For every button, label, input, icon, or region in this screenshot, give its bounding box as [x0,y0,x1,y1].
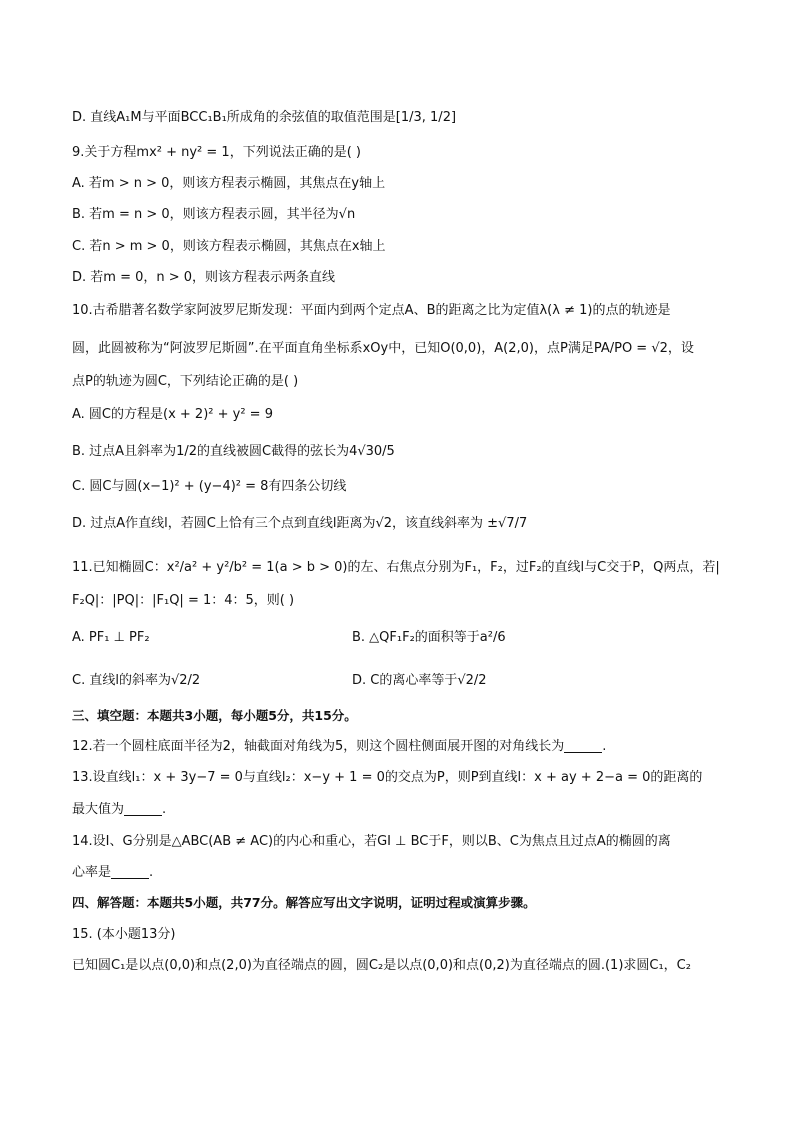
q11-option-b: B. △QF₁F₂的面积等于a²/6 [352,630,506,645]
q10-stem-line1: 10.古希腊著名数学家阿波罗尼斯发现：平面内到两个定点A、B的距离之比为定值λ(λ ≠ 1)的点的轨迹是 [72,303,671,318]
q10-option-d: D. 过点A作直线l，若圆C上恰有三个点到直线l距离为√2，该直线斜率为 ±√7/7 [72,516,528,531]
q9-option-d: D. 若m = 0，n > 0，则该方程表示两条直线 [72,270,336,285]
q10-stem-line3: 点P的轨迹为圆C，下列结论正确的是( ) [72,374,299,389]
q11-stem-line1: 11.已知椭圆C：x²/a² + y²/b² = 1(a > b > 0)的左、右焦点分别为F₁，F₂，过F₂的直线l与C交于P，Q两点，若| [72,560,720,575]
q9-stem: 9.关于方程mx² + ny² = 1，下列说法正确的是( ) [72,145,361,160]
q10-option-b: B. 过点A且斜率为1/2的直线被圆C截得的弦长为4√30/5 [72,444,395,459]
q11-option-a: A. PF₁ ⊥ PF₂ [72,630,150,645]
q10-stem-line2: 圆，此圆被称为“阿波罗尼斯圆”.在平面直角坐标系xOy中，已知O(0,0)，A(2,0)，点P满足PA/PO = √2，设 [72,341,694,356]
q8-option-d: D. 直线A₁M与平面BCC₁B₁所成角的余弦值的取值范围是[1/3, 1/2] [72,110,457,125]
q9-option-c: C. 若n > m > 0，则该方程表示椭圆，其焦点在x轴上 [72,239,386,254]
q14-line1: 14.设I、G分别是△ABC(AB ≠ AC)的内心和重心，若GI ⊥ BC于F，则以B、C为焦点且过点A的椭圆的离 [72,834,671,849]
q15-header: 15. (本小题13分) [72,927,176,942]
q14-text: 心率是 [72,865,112,880]
q11-option-c: C. 直线l的斜率为√2/2 [72,673,201,688]
q13-text: 最大值为 [72,802,125,817]
q13-answer-blank [124,801,162,816]
q14-line2: 心率是 . [72,865,154,880]
q10-option-a: A. 圆C的方程是(x + 2)² + y² = 9 [72,407,273,422]
q12-answer-blank [564,738,602,753]
section-3-heading: 三、填空题：本题共3小题，每小题5分，共15分。 [72,708,357,723]
q14-answer-blank [111,864,149,879]
q12: 12.若一个圆柱底面半径为2，轴截面对角线为5，则这个圆柱侧面展开图的对角线长为 . [72,739,607,754]
q15-text: 已知圆C₁是以点(0,0)和点(2,0)为直径端点的圆，圆C₂是以点(0,0)和点(0,2)为直径端点的圆.(1)求圆C₁，C₂ [72,958,691,973]
q9-option-b: B. 若m = n > 0，则该方程表示圆，其半径为√n [72,207,356,222]
q11-option-d: D. C的离心率等于√2/2 [352,673,487,688]
q10-option-c: C. 圆C与圆(x−1)² + (y−4)² = 8有四条公切线 [72,479,347,494]
q12-text: 12.若一个圆柱底面半径为2，轴截面对角线为5，则这个圆柱侧面展开图的对角线长为 [72,739,565,754]
q13-line2: 最大值为 . [72,802,167,817]
q9-option-a: A. 若m > n > 0，则该方程表示椭圆，其焦点在y轴上 [72,176,386,191]
q13-line1: 13.设直线l₁：x + 3y−7 = 0与直线l₂：x−y + 1 = 0的交点为P，则P到直线l：x + ay + 2−a = 0的距离的 [72,770,703,785]
section-4-heading: 四、解答题：本题共5小题，共77分。解答应写出文字说明，证明过程或演算步骤。 [72,895,536,910]
q11-stem-line2: F₂Q|：|PQ|：|F₁Q| = 1：4：5，则( ) [72,593,295,608]
